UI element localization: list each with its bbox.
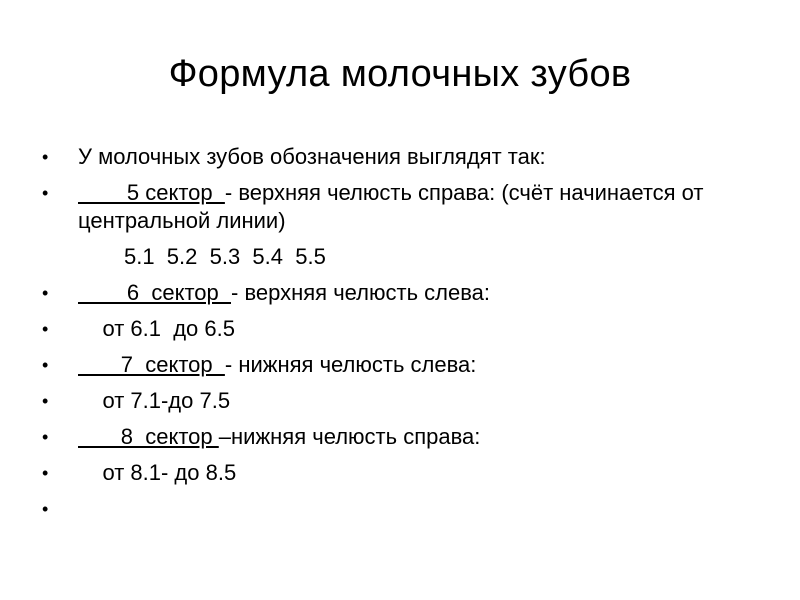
bullet-item-sector-5: [42, 179, 762, 235]
bullet-dot-icon: •: [42, 391, 49, 411]
bullet-text: У молочных зубов обозначения выглядят так:: [78, 144, 546, 169]
bullet-item-sector-8: [42, 423, 762, 451]
bullet-item-sector-6: [42, 279, 762, 307]
bullet-list: [42, 143, 762, 519]
bullet-dot-icon: •: [42, 283, 49, 303]
bullet-dot-icon: •: [42, 355, 49, 375]
slide-title: Формула молочных зубов: [168, 53, 632, 95]
sector-description: - верхняя челюсть слева:: [231, 280, 491, 305]
tooth-range-text: от 6.1 до 6.5: [78, 316, 235, 341]
bullet-dot-icon: •: [42, 319, 49, 339]
bullet-item: [42, 143, 762, 171]
sector-label: 5 сектор: [78, 180, 225, 205]
bullet-dot-icon: •: [42, 147, 49, 167]
sector-description: –нижняя челюсть справа:: [218, 424, 481, 449]
bullet-item: [42, 315, 762, 343]
bullet-item: [42, 459, 762, 487]
sector-label: 6 сектор: [78, 280, 231, 305]
bullet-dot-icon: •: [42, 463, 49, 483]
bullet-dot-icon: •: [42, 427, 49, 447]
sector-label: 7 сектор: [78, 352, 225, 377]
tooth-numbers-line: 5.1 5.2 5.3 5.4 5.5: [124, 244, 326, 269]
bullet-item-sector-7: [42, 351, 762, 379]
tooth-range-text: от 7.1-до 7.5: [78, 388, 231, 413]
tooth-range-text: от 8.1- до 8.5: [78, 460, 237, 485]
bullet-dot-icon: •: [42, 499, 49, 519]
sector-description: - нижняя челюсть слева:: [224, 352, 477, 377]
bullet-dot-icon: •: [42, 183, 49, 203]
sector-description: - верхняя челюсть справа: (счёт начинается от центральной линии): [78, 180, 704, 233]
sector-label: 8 сектор: [78, 424, 219, 449]
bullet-item: [42, 387, 762, 415]
